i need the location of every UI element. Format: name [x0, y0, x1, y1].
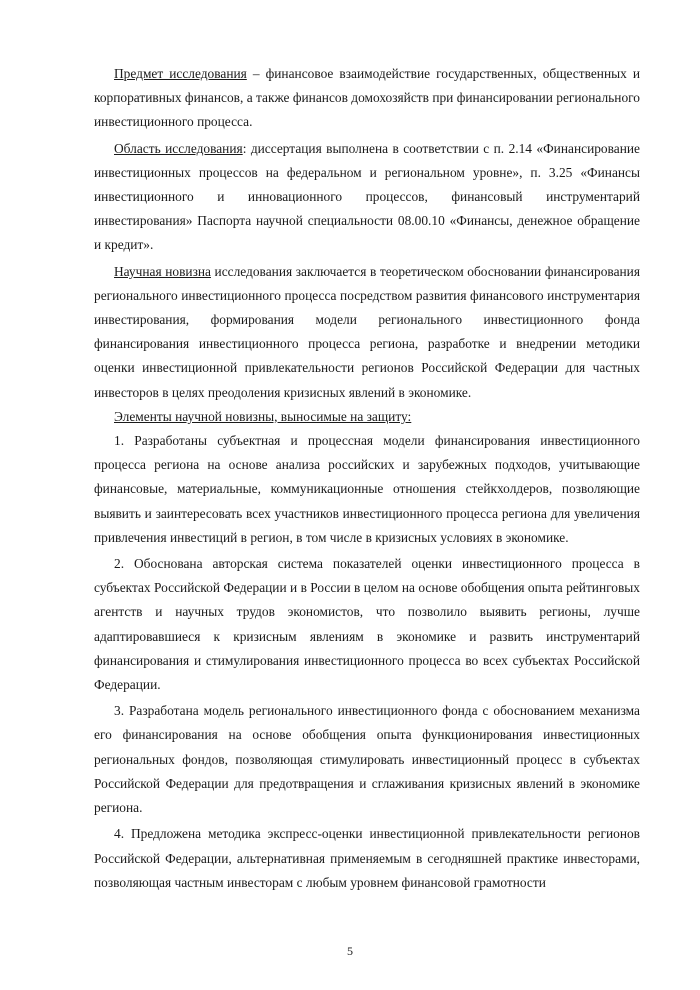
paragraph-area — [94, 137, 640, 258]
paragraph-item-1 — [94, 429, 640, 550]
paragraph-item-1-text: 1. Разработаны субъектная и процессная модели финансирования инвестиционного процесса региона на основе анализа российских и зарубежных подходов, учитывающие финансовые, материальные, коммуникационные отношения стейкхолдеров, позволяющие выявить и заинтересовать всех участников инвестиционного процесса региона для увеличения привлечения инвестиций в регион, в том числе в кризисных условиях в экономике. — [94, 433, 640, 545]
page-number: 5 — [347, 944, 353, 958]
term-area: Область исследования — [114, 140, 243, 156]
term-novelty-elements: Элементы научной новизны, выносимые на защиту: — [114, 408, 412, 424]
paragraph-novelty-elements — [94, 405, 640, 429]
paragraph-item-4-text: 4. Предложена методика экспресс-оценки инвестиционной привлекательности регионов Российской Федерации, альтернативная применяемым в сегодняшней практике инвесторами, позволяющая частным инвесторам с любым уровнем финансовой грамотности — [94, 826, 640, 890]
paragraph-novelty — [94, 260, 640, 405]
paragraph-subject — [94, 62, 640, 135]
paragraph-item-2-text: 2. Обоснована авторская система показателей оценки инвестиционного процесса в субъектах Российской Федерации и в России в целом на основе обобщения опыта рейтинговых агентств и научных трудов экономистов, что позволило выявить регионы, лучше адаптировавшиеся к кризисным явлениям в экономике и развить инструментарий финансирования и стимулирования инвестиционного процесса во всех субъектах Российской Федерации. — [94, 556, 640, 693]
paragraph-item-3 — [94, 699, 640, 820]
term-novelty: Научная новизна — [114, 263, 211, 279]
paragraph-novelty-text: исследования заключается в теоретическом обосновании финансирования регионального инвестиционного процесса посредством развития финансового инструментария инвестирования, формирования модели регионального инвестиционного фонда финансирования инвестиционного процесса региона, разработке и внедрении методики оценки инвестиционной привлекательности регионов Российской Федерации для частных инвесторов в целях преодоления кризисных явлений в экономике. — [94, 263, 640, 400]
paragraph-item-4 — [94, 822, 640, 895]
paragraph-subject-text: – финансовое взаимодействие государственных, общественных и корпоративных финансов, а также финансов домохозяйств при финансировании регионального инвестиционного процесса. — [94, 66, 641, 130]
paragraph-item-2 — [94, 552, 640, 697]
paragraph-area-text: : диссертация выполнена в соответствии с п. 2.14 «Финансирование инвестиционных процессов на федеральном и региональном уровне», п. 3.25 «Финансы инвестиционного и инновационного процессов, финансовый инструментарий инвестирования» Паспорта научной специальности 08.00.10 «Финансы, денежное обращение и кредит». — [94, 140, 640, 253]
paragraph-item-3-text: 3. Разработана модель регионального инвестиционного фонда с обоснованием механизма его финансирования на основе обобщения опыта функционирования инвестиционных региональных фондов, позволяющая стимулировать инвестиционный процесс в субъектах Российской Федерации для предотвращения и сглаживания кризисных явлений в экономике региона. — [94, 703, 640, 816]
term-subject: Предмет исследования — [114, 66, 247, 81]
document-page — [94, 62, 640, 895]
